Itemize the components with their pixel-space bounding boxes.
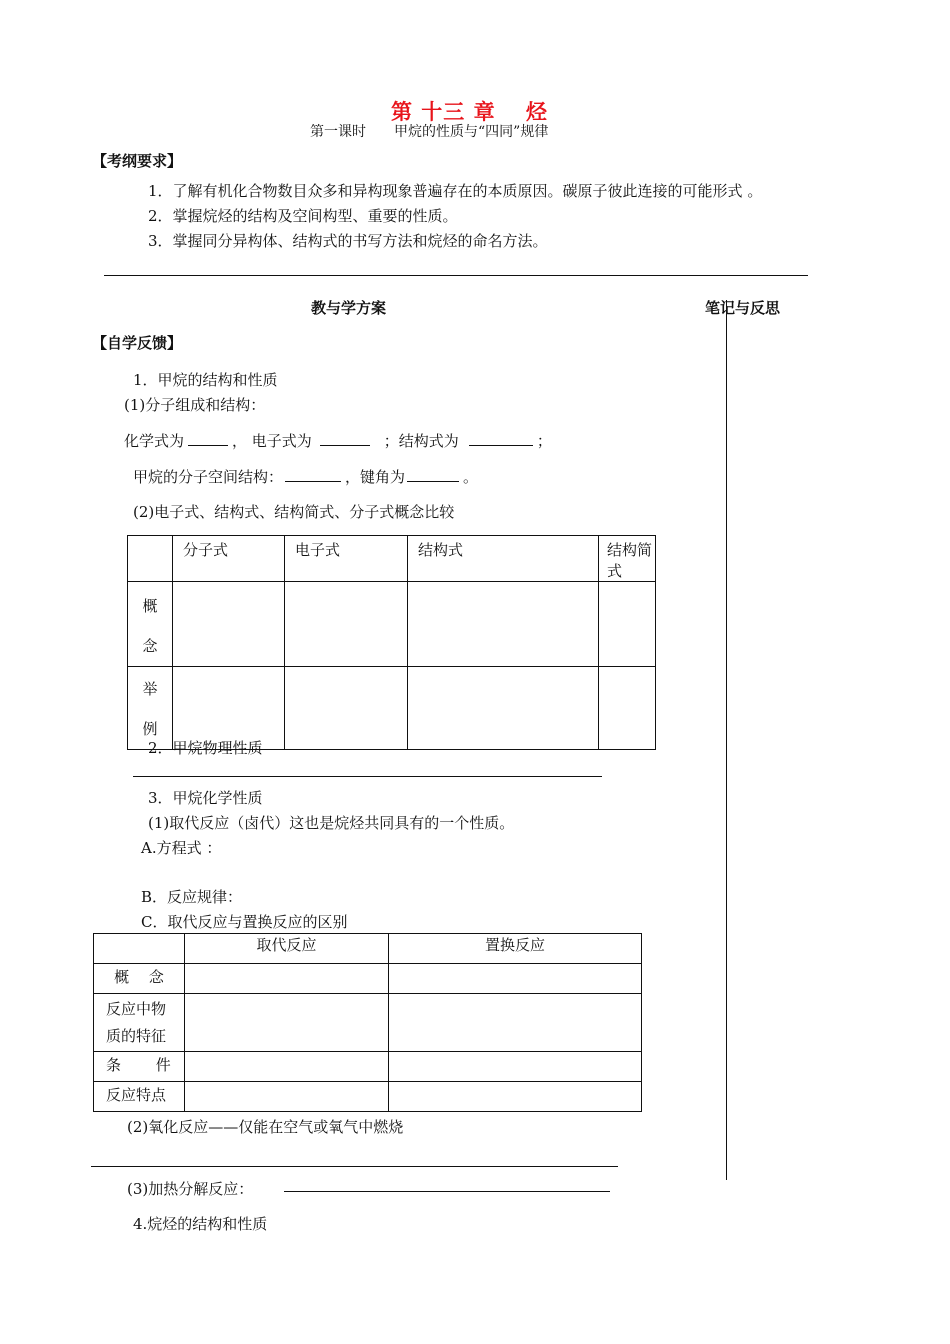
chem-formula-label: 化学式为 <box>124 432 185 450</box>
table2-header-1: 取代反应 <box>185 934 389 964</box>
spatial-structure-label: 甲烷的分子空间结构： <box>133 468 284 486</box>
table1-row-concept-label <box>128 582 173 667</box>
table2-row-label: 反应中物质的特征 <box>94 994 185 1052</box>
question-1-2: (2)电子式、结构式、结构简式、分子式概念比较 <box>133 503 455 521</box>
struct-formula-label: ；结构式为 <box>383 432 459 450</box>
table1-cell[interactable] <box>408 667 599 750</box>
table2-cell[interactable] <box>185 964 389 994</box>
syllabus-item-1: 1．了解有机化合物数目众多和异构现象普遍存在的本质原因。碳原子彼此连接的可能形式 。 <box>148 182 763 200</box>
chem-formula-blank[interactable] <box>188 431 228 446</box>
table2-row-label: 条 件 <box>94 1052 185 1082</box>
table2-cell[interactable] <box>389 1082 642 1112</box>
syllabus-item-3: 3．掌握同分异构体、结构式的书写方法和烷烃的命名方法。 <box>148 232 548 250</box>
table1-cell[interactable] <box>285 582 408 667</box>
table2-row-label: 反应特点 <box>94 1082 185 1112</box>
reaction-comparison-table <box>93 933 642 1112</box>
question-3-b: B．反应规律： <box>141 888 243 906</box>
electron-formula-label: ， 电子式为 <box>232 432 312 450</box>
question-3-a: A.方程式 ： <box>141 839 222 857</box>
table1-cell[interactable] <box>599 582 656 667</box>
decomposition-answer-line[interactable] <box>284 1191 610 1192</box>
table2-cell[interactable] <box>185 1082 389 1112</box>
formula-line <box>124 430 552 451</box>
question-1-1: (1)分子组成和结构： <box>124 396 266 414</box>
table1-header-2: 电子式 <box>285 536 408 582</box>
self-study-heading: 【自学反馈】 <box>92 334 183 352</box>
formula-line-end: ； <box>536 432 552 450</box>
table2-cell[interactable] <box>389 964 642 994</box>
lesson-subtitle: 第一课时 甲烷的性质与“四同”规律 <box>310 124 549 140</box>
table1-header-4: 结构简式 <box>599 536 656 582</box>
question-2: 2．甲烷物理性质 <box>148 739 263 757</box>
table2-cell[interactable] <box>185 1052 389 1082</box>
table2-corner <box>94 934 185 964</box>
table2-cell[interactable] <box>389 994 642 1052</box>
electron-formula-blank[interactable] <box>320 431 370 446</box>
question-3-1: (1)取代反应（卤代）这也是烷烃共同具有的一个性质。 <box>148 814 515 832</box>
question-3-2: (2)氧化反应——仅能在空气或氧气中燃烧 <box>127 1118 404 1136</box>
table2-cell[interactable] <box>185 994 389 1052</box>
physical-properties-answer-line[interactable] <box>133 776 602 777</box>
question-3: 3．甲烷化学性质 <box>148 789 263 807</box>
bond-angle-blank[interactable] <box>407 467 459 482</box>
concept-comparison-table <box>127 535 656 750</box>
teaching-plan-heading: 教与学方案 <box>311 299 387 317</box>
table1-row1-char2: 念 <box>142 637 158 655</box>
question-3-c: C．取代反应与置换反应的区别 <box>141 913 348 931</box>
table1-corner <box>128 536 173 582</box>
table1-row2-char2: 例 <box>142 720 158 738</box>
table1-cell[interactable] <box>599 667 656 750</box>
table2-row-label: 概 念 <box>94 964 185 994</box>
question-3-3: (3)加热分解反应： <box>127 1180 254 1198</box>
notes-column-divider <box>726 300 727 1180</box>
table1-cell[interactable] <box>408 582 599 667</box>
question-1: 1．甲烷的结构和性质 <box>133 371 278 389</box>
notes-heading: 笔记与反思 <box>705 299 781 317</box>
oxidation-answer-line[interactable] <box>91 1166 618 1167</box>
syllabus-heading: 【考纲要求】 <box>92 152 183 170</box>
table2-header-2: 置换反应 <box>389 934 642 964</box>
table1-row2-char1: 举 <box>142 680 158 698</box>
question-4: 4.烷烃的结构和性质 <box>133 1215 268 1233</box>
bond-angle-label: ，键角为 <box>345 468 406 486</box>
struct-formula-blank[interactable] <box>469 431 533 446</box>
table1-header-3: 结构式 <box>408 536 599 582</box>
spatial-structure-line <box>133 466 478 487</box>
table1-row1-char1: 概 <box>142 597 158 615</box>
table1-cell[interactable] <box>285 667 408 750</box>
table2-cell[interactable] <box>389 1052 642 1082</box>
section-divider <box>104 275 808 276</box>
spatial-structure-blank[interactable] <box>285 467 341 482</box>
table1-header-1: 分子式 <box>173 536 285 582</box>
syllabus-item-2: 2．掌握烷烃的结构及空间构型、重要的性质。 <box>148 207 458 225</box>
table1-cell[interactable] <box>173 582 285 667</box>
spatial-line-end: 。 <box>463 468 479 486</box>
chapter-title: 第 十三 章 烃 <box>391 99 548 124</box>
